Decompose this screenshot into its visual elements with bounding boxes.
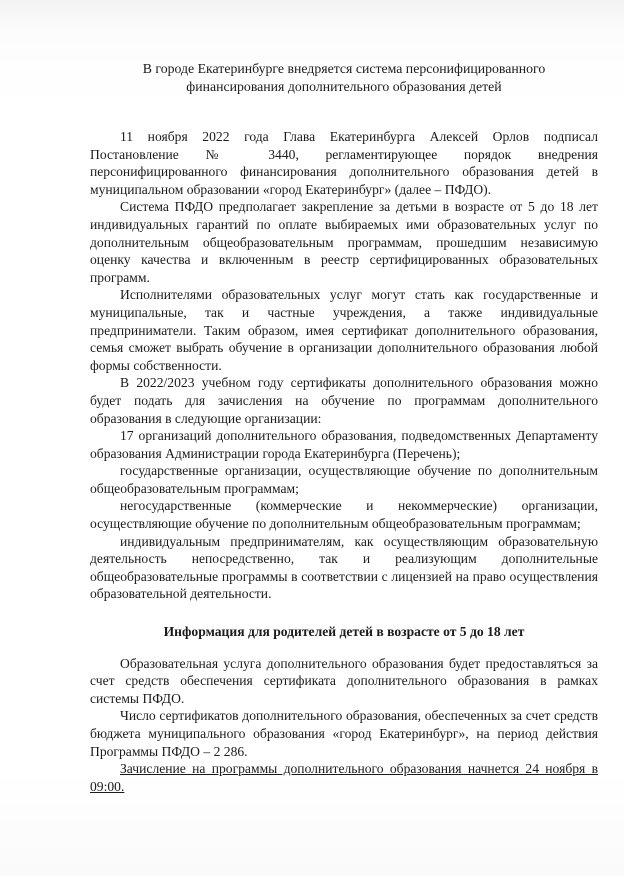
paragraph-school-year: В 2022/2023 учебном году сертификаты дополнительного образования можно будет подать для зачисления на обучение по программам дополнительного образования в следующие организации:: [90, 375, 598, 426]
paragraph-decree: 11 ноября 2022 года Глава Екатеринбурга Алексей Орлов подписал Постановление № 3440, регламентирующее порядок внедрения персонифицированного финансирования дополнительного образования детей в муниципальном образовании «город Екатеринбург» (далее – ПФДО).: [90, 129, 598, 197]
parents-info-heading: Информация для родителей детей в возрасте от 5 до 18 лет: [163, 624, 525, 640]
document-body: [90, 60, 598, 795]
list-item-nonstate-organizations: негосударственные (коммерческие и некоммерческие) организации, осуществляющие обучение по дополнительным общеобразовательным программам;: [90, 498, 598, 532]
list-item-state-organizations: государственные организации, осуществляющие обучение по дополнительным общеобразовательным программам;: [90, 463, 598, 496]
title-line-2: финансирования дополнительного образования детей: [186, 79, 502, 94]
enrollment-note: Зачисление на программы дополнительного образования начнется 24 ноября в 09:00.: [90, 761, 598, 794]
scan-shadow: [0, 0, 624, 36]
paragraph-service: Образовательная услуга дополнительного образования будет предоставляться за счет средств обеспечения сертификата дополнительного образования в рамках системы ПФДО.: [90, 655, 598, 706]
paragraph-system: Система ПФДО предполагает закрепление за детьми в возрасте от 5 до 18 лет индивидуальных гарантий по оплате выбираемых ими образовательных услуг по дополнительным общеобразовательным программам, прошедшим независимую оценку качества и включенным в реестр сертифицированных образовательных программ.: [90, 199, 598, 285]
list-item-entrepreneurs: индивидуальным предпринимателям, как осуществляющим образовательную деятельность непосредственно, так и реализующим дополнительные общеобразовательные программы в соответствии с лицензией на право осуществления образовательной деятельности.: [90, 533, 598, 602]
list-item-organizations: 17 организаций дополнительного образования, подведомственных Департаменту образования Администрации города Екатеринбурга (Перечень);: [90, 428, 598, 461]
title-line-1: В городе Екатеринбурге внедряется система персонифицированного: [142, 61, 546, 76]
paragraph-providers: Исполнителями образовательных услуг могут стать как государственные и муниципальные, так и частные учреждения, а также индивидуальные предприниматели. Таким образом, имея сертификат дополнительного образования, семья сможет выбрать обучение в организации дополнительного образования любой формы собственности.: [90, 287, 598, 373]
document-title: [90, 60, 598, 96]
paragraph-certificate-count: Число сертификатов дополнительного образования, обеспеченных за счет средств бюджета муниципального образования «город Екатеринбург», на период действия Программы ПФДО – 2 286.: [90, 708, 598, 759]
